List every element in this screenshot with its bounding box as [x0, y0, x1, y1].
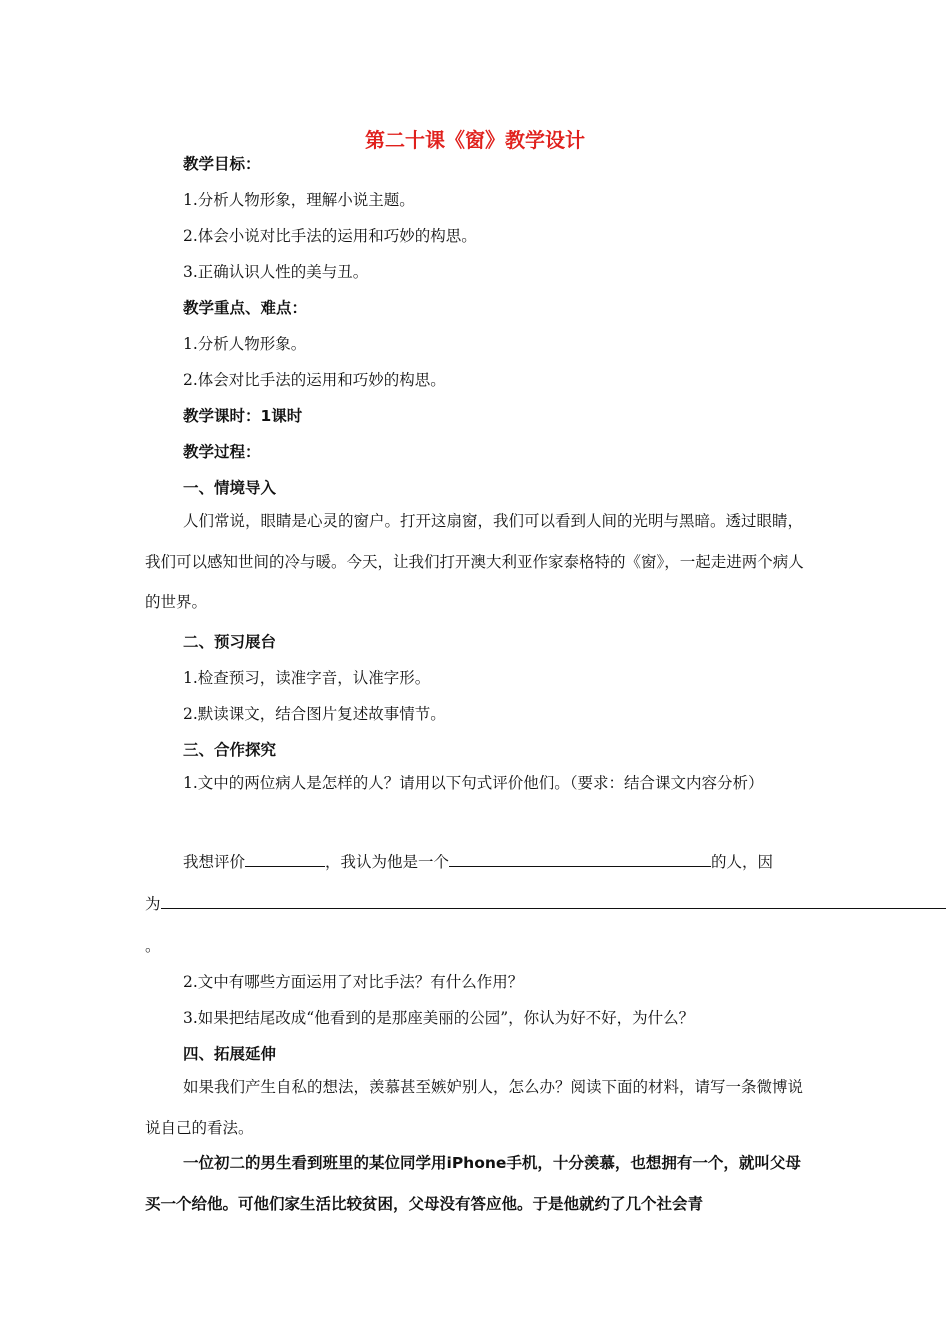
class-hours: 教学课时：1课时	[183, 407, 303, 425]
template-text: 的人，因	[711, 853, 774, 871]
key-point-item: 2.体会对比手法的运用和巧妙的构思。	[183, 371, 446, 389]
section-heading: 三、合作探究	[183, 741, 277, 759]
question-1: 1.文中的两位病人是怎样的人？请用以下句式评价他们。（要求：结合课文内容分析）	[183, 774, 764, 792]
fill-blank[interactable]	[245, 850, 325, 867]
preview-item: 1.检查预习，读准字音，认准字形。	[183, 669, 431, 687]
document-title: 第二十课《窗》教学设计	[365, 128, 585, 152]
evaluation-template-line	[145, 892, 946, 914]
intro-paragraph: 人们常说，眼睛是心灵的窗户。打开这扇窗，我们可以看到人间的光明与黑暗。透过眼睛，我们可以感知世间的冷与暖。今天，让我们打开澳大利亚作家泰格特的《窗》，一起走进两个病人的世界。	[145, 512, 804, 611]
template-text: 我想评价	[183, 853, 246, 871]
template-text: 为	[145, 895, 161, 913]
objective-item: 2.体会小说对比手法的运用和巧妙的构思。	[183, 227, 477, 245]
fill-blank[interactable]	[449, 850, 711, 867]
question-3: 3.如果把结尾改成“他看到的是那座美丽的公园”，你认为好不好，为什么？	[183, 1009, 695, 1027]
reading-material: 一位初二的男生看到班里的某位同学用iPhone手机，十分羡慕，也想拥有一个，就叫父母买一个给他。可他们家生活比较贫困，父母没有答应他。于是他就约了几个社会青	[145, 1154, 801, 1213]
preview-item: 2.默读课文，结合图片复述故事情节。	[183, 705, 446, 723]
key-points-heading: 教学重点、难点：	[183, 299, 308, 317]
fill-blank[interactable]	[161, 892, 946, 909]
objective-item: 3.正确认识人性的美与丑。	[183, 263, 369, 281]
section-heading: 四、拓展延伸	[183, 1045, 277, 1063]
extension-paragraph: 如果我们产生自私的想法，羡慕甚至嫉妒别人，怎么办？阅读下面的材料，请写一条微博说说自己的看法。	[145, 1078, 804, 1137]
key-point-item: 1.分析人物形象。	[183, 335, 307, 353]
template-end: 。	[145, 937, 161, 955]
evaluation-template-line	[183, 850, 773, 872]
process-heading: 教学过程：	[183, 443, 261, 461]
objective-item: 1.分析人物形象，理解小说主题。	[183, 191, 415, 209]
section-heading: 二、预习展台	[183, 633, 277, 651]
objectives-heading: 教学目标：	[183, 155, 261, 173]
template-text: ，我认为他是一个	[325, 853, 450, 871]
section-heading: 一、情境导入	[183, 479, 277, 497]
question-2: 2.文中有哪些方面运用了对比手法？有什么作用？	[183, 973, 524, 991]
